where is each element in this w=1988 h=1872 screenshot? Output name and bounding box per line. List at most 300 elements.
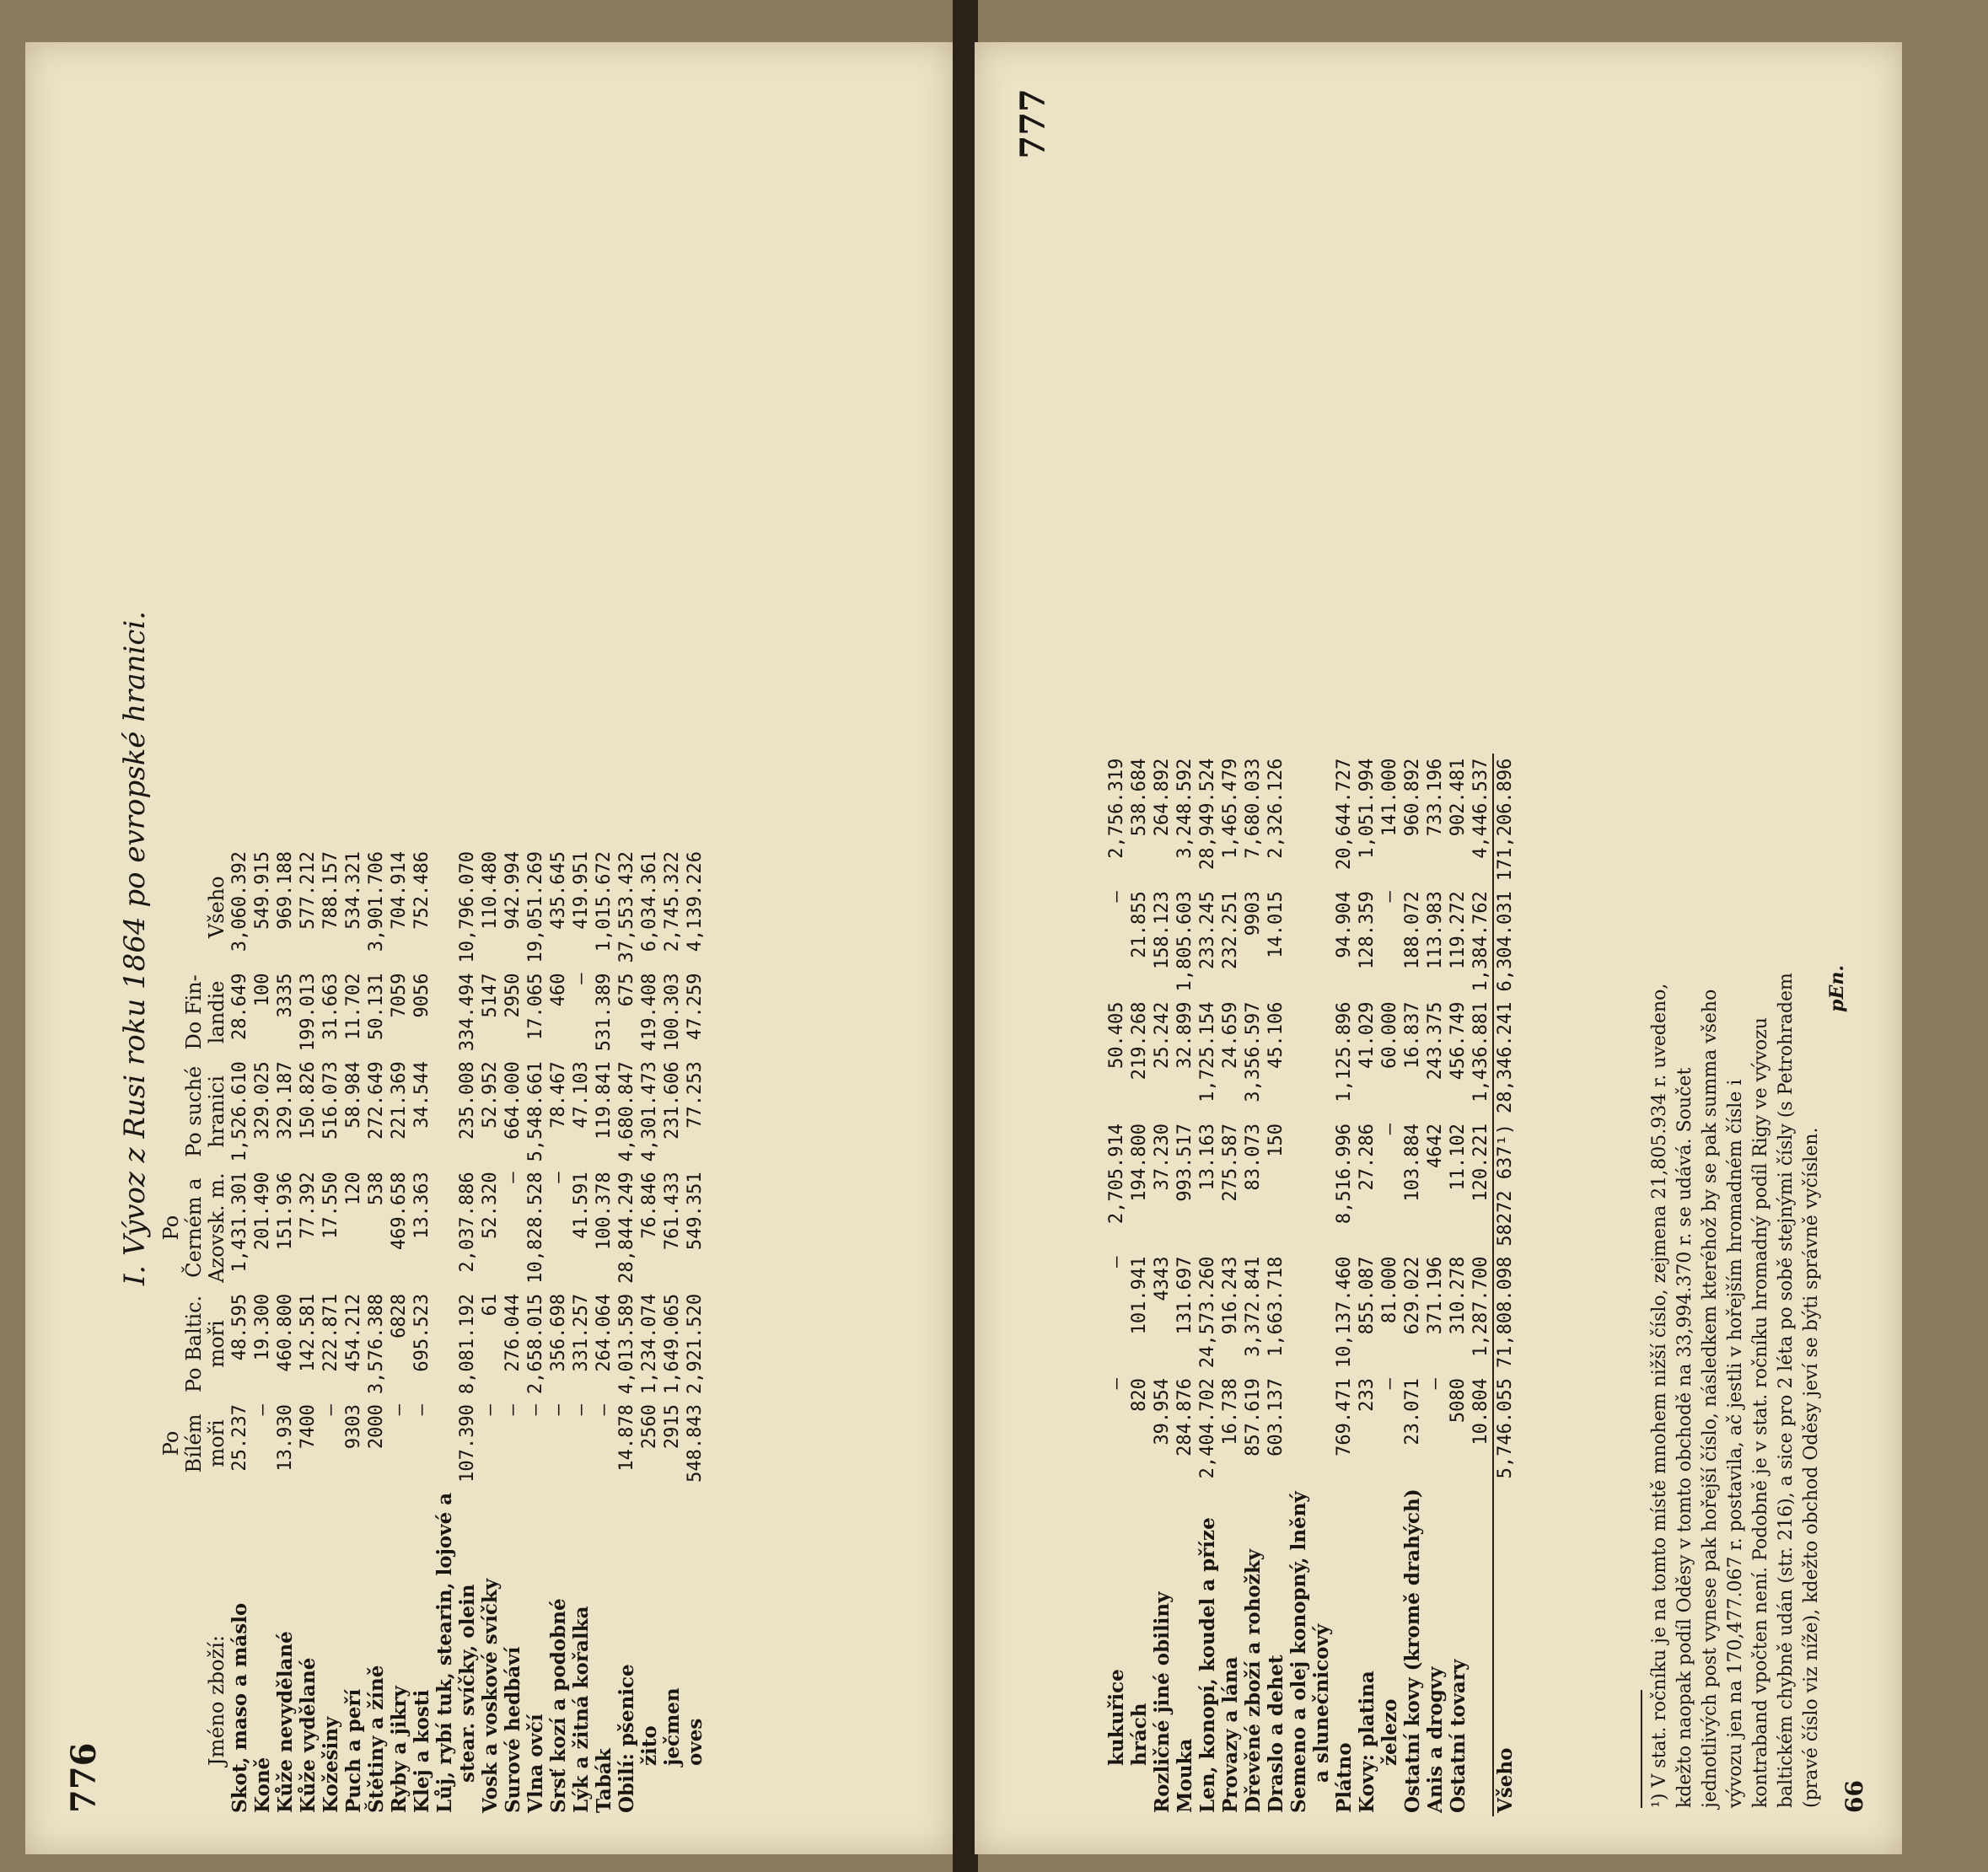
footnotes [1641,965,1850,1808]
cell-value: 1,234.074 [639,1293,660,1395]
cell-value: 19,051.269 [525,851,546,963]
cell-value: 855.087 [1357,1256,1378,1335]
table-row [1196,754,1219,1816]
cell-value: 1,431.301 [229,1172,250,1273]
row-label [1470,1483,1493,1816]
cell-value: 276.044 [502,1293,524,1372]
cell-value: 17.065 [525,973,546,1040]
cell-value: 9056 [411,973,433,1018]
cell-value: — [548,1404,569,1416]
cell-value: 549.915 [252,851,273,930]
cell-value: 199.013 [298,973,319,1052]
cell-value: 37.230 [1152,1123,1173,1191]
cell-value: — [1106,1378,1127,1390]
cell-value: 3335 [275,973,296,1018]
total-value: 5,746.055 [1493,1373,1517,1483]
cell-value: 2915 [662,1404,683,1450]
table-body [1105,754,1517,1816]
cell-value: 329.025 [252,1061,273,1140]
cell-value: 733.196 [1425,758,1446,837]
col-header-black-sea: Po Černém a Azovsk. m. [159,1172,228,1283]
cell-value: 2,658.015 [525,1293,546,1395]
row-label: Puch a peří [342,1688,365,1813]
table-row [1174,754,1196,1816]
cell-value: — [571,1404,592,1416]
cell-value: 3,901.706 [366,851,387,952]
cell-value: 39.954 [1152,1378,1173,1446]
cell-value: — [1379,1123,1400,1135]
row-label: Len, konopí, koudel a příze [1196,1517,1219,1813]
cell-value [1287,1252,1310,1373]
table-body [228,846,707,1816]
cell-value [1287,754,1310,887]
cell-value: 675 [616,973,637,1007]
cell-value: 1,649.065 [662,1293,683,1395]
left-page-content [59,80,919,1816]
cell-value: 1,465.479 [1220,758,1241,859]
table-row [661,846,684,1816]
cell-value: 100.303 [662,973,683,1052]
cell-value: 52.952 [480,1061,501,1129]
table-row [251,846,274,1816]
cell-value: 664.000 [502,1061,524,1140]
cell-value: 11.102 [1448,1123,1469,1191]
cell-value: 20,644.727 [1334,758,1355,871]
row-label: Štětiny a žíně [365,1665,388,1813]
page-number: 777 [1013,89,1053,159]
cell-value: 4,446.537 [1470,758,1491,859]
table-row [1265,754,1287,1816]
cell-value: 151.936 [275,1172,296,1251]
table-row [1470,754,1493,1816]
cell-value [1310,754,1333,887]
cell-value: 235.008 [457,1061,478,1140]
table-row [342,846,365,1816]
cell-value: 334.494 [457,973,478,1052]
cell-value: 7400 [298,1404,319,1450]
cell-value: 113.983 [1425,891,1446,969]
cell-value: 902.481 [1448,758,1469,837]
cell-value: 7,680.033 [1243,758,1264,859]
cell-value: 158.123 [1152,891,1173,969]
cell-value: 8,081.192 [457,1293,478,1395]
cell-value: 2,037.886 [457,1172,478,1273]
cell-value: 538 [366,1172,387,1206]
row-label: Provazy a lána [1219,1656,1242,1813]
cell-value: 531.389 [594,973,615,1052]
cell-value: 77.253 [685,1061,706,1129]
cell-value: 769.471 [1334,1378,1355,1456]
row-label: oves [684,1718,707,1766]
cell-value: 5,548.661 [525,1061,546,1162]
table-row [570,846,593,1816]
cell-value [1287,1373,1310,1483]
cell-value: 100.378 [594,1172,615,1251]
row-label: Semeno a olej konopný, lněný [1287,1491,1310,1813]
cell-value: — [594,1404,615,1416]
cell-value: 37,553.432 [616,851,637,963]
cell-value: 128.359 [1357,891,1378,969]
cell-value: 103.884 [1402,1123,1423,1202]
cell-value: 371.196 [1425,1256,1446,1335]
cell-value: 752.486 [411,851,433,930]
table-row [1310,754,1333,1816]
cell-value: 131.697 [1174,1256,1195,1335]
footnote-text: ¹) V stat. ročníku je na tomto místě mnohem nižší číslo, zejmena 21,805.934 r. uvedeno, kdežto naopak podíl Oděsy v tomto obchodě na 33,994.370 r. se udává. Součet jednotlivých post vynese pak hořejší číslo, následkem kteréhož by se pak summa všeho vývozu jen na 170,477.067 r. postavila, ač jestli v hořejším hromadném čísle i kontraband vpočten není. Podobně je v stat. ročníku hromadný podíl Rigy ve vývozu baltickém chybně udán (str. 216), a sice pro 2 léta po sobě stejnými čísly (s Petrohradem (pravé číslo viz níže), kdežto obchod Oděsy jeví se býti správně vyčíslen. [1649,973,1822,1808]
cell-value: 24,573.260 [1197,1256,1218,1369]
cell-value [433,1399,456,1488]
cell-value: 41.591 [571,1172,592,1239]
cell-value: 284.876 [1174,1378,1195,1456]
col-header-goods: Jméno zboží: [205,1635,228,1766]
cell-value: 10,796.070 [457,851,478,963]
cell-value: 4642 [1425,1123,1446,1168]
col-header-baltic: Po Baltic. moři [182,1295,228,1393]
cell-value: — [411,1404,433,1416]
export-table-right [1105,754,1517,1816]
cell-value: 1,725.154 [1197,1001,1218,1102]
cell-value: 1,051.994 [1357,758,1378,859]
cell-value: — [502,1404,524,1416]
row-label: kukuřice [1105,1669,1128,1766]
table-row [684,846,707,1816]
cell-value: 2,404.702 [1197,1378,1218,1479]
total-value: 71,808.098 [1493,1252,1517,1373]
cell-value: 1,287.700 [1470,1256,1491,1357]
row-label: hrách [1128,1703,1151,1766]
cell-value: 969.188 [275,851,296,930]
cell-value: — [480,1404,501,1416]
cell-value: 454.212 [343,1293,364,1372]
row-label: Tabák [593,1748,615,1813]
cell-value: 32.899 [1174,1001,1195,1069]
row-label: žito [638,1725,661,1766]
cell-value: 150 [1265,1123,1287,1157]
cell-value: 5147 [480,973,501,1018]
sheet-mark: 66 [1840,1780,1868,1813]
cell-value: 329.187 [275,1061,296,1140]
author-signature: pEn. [1826,965,1848,1012]
row-label: Draslo a dehet [1265,1655,1287,1813]
cell-value: 78.467 [548,1061,569,1129]
cell-value: 2,705.914 [1106,1123,1127,1225]
cell-value: 243.375 [1425,1001,1446,1081]
cell-value: 50.405 [1106,1001,1127,1069]
table-row [456,846,479,1816]
cell-value: 419.408 [639,973,660,1052]
cell-value: 548.843 [685,1404,706,1483]
cell-value: 119.841 [594,1061,615,1140]
cell-value: 7059 [389,973,410,1018]
cell-value: 10,828.528 [525,1172,546,1284]
cell-value: 13.930 [275,1404,296,1472]
cell-value: 119.272 [1448,891,1469,969]
cell-value: 120 [343,1172,364,1206]
right-page-content [1008,80,1868,1816]
cell-value: 101.941 [1129,1256,1150,1335]
row-label: Klej a kosti [411,1689,433,1813]
table-row [388,846,411,1816]
cell-value: 13.163 [1197,1123,1218,1191]
cell-value: 31.663 [320,973,341,1040]
cell-value: 150.826 [298,1061,319,1140]
col-header-land-border: Po suché hranici [182,1065,228,1157]
row-label: Kůže nevydělané [274,1631,297,1813]
cell-value: 538.684 [1129,758,1150,837]
cell-value: — [1379,1378,1400,1390]
cell-value: — [548,1172,569,1183]
table-header-row [160,846,228,1816]
cell-value: 28.649 [229,973,250,1040]
footnote-rule [1641,1690,1642,1808]
total-label: Všeho [1493,1483,1517,1816]
cell-value: 142.581 [298,1293,319,1372]
cell-value: 1,526.610 [229,1061,250,1162]
total-value: 58272 637¹) [1493,1118,1517,1252]
cell-value: 24.659 [1220,1001,1241,1069]
cell-value [1287,886,1310,996]
row-label: a slunečnicový [1310,1623,1333,1783]
cell-value: 232.251 [1220,891,1241,969]
table-row [228,846,251,1816]
cell-value: 13.363 [411,1172,433,1239]
table-row [638,846,661,1816]
cell-value: 4,013.589 [616,1293,637,1395]
cell-value: 27.286 [1357,1123,1378,1191]
row-label: Kovy: platina [1356,1671,1378,1813]
cell-value: 460.800 [275,1293,296,1372]
cell-value: 10.804 [1470,1378,1491,1446]
table-row [502,846,524,1816]
cell-value: 58.984 [343,1061,364,1129]
cell-value: 629.022 [1402,1256,1423,1335]
table-row [1151,754,1174,1816]
cell-value: 10,137.460 [1334,1256,1355,1369]
cell-value [1310,1373,1333,1483]
cell-value: — [1425,1378,1446,1390]
cell-value: 9303 [343,1404,364,1450]
cell-value: 549.351 [685,1172,706,1251]
cell-value: 516.073 [320,1061,341,1140]
table-row [1356,754,1378,1816]
cell-value: 1,384.762 [1470,891,1491,992]
cell-value: 3,372.841 [1243,1256,1264,1357]
cell-value: 916.243 [1220,1256,1241,1335]
row-label: Lůj, rybí tuk, stearin, lojové a [433,1492,456,1813]
cell-value: 6,034.361 [639,851,660,952]
cell-value [433,846,456,968]
export-table-left [160,846,707,1816]
cell-value: 4343 [1152,1256,1173,1301]
row-label: Lýk a žitná kořalka [570,1606,593,1813]
cell-value [1287,997,1310,1118]
total-value: 171,206.896 [1493,754,1517,887]
cell-value: 534.321 [343,851,364,930]
table-row [547,846,570,1816]
col-header-finland: Do Fin-landie [182,974,228,1050]
cell-value: 25.237 [229,1404,250,1472]
cell-value: 456.749 [1448,1001,1469,1081]
cell-value: 3,576.388 [366,1293,387,1395]
cell-value: 2,921.520 [685,1293,706,1395]
cell-value: 47.259 [685,973,706,1040]
table-row [1128,754,1151,1816]
row-label: Kožešiny [320,1716,342,1813]
cell-value: 6828 [389,1293,410,1338]
col-header-white-sea: Po Bílém moři [159,1413,228,1473]
cell-value: 1,015.672 [594,851,615,952]
cell-value: — [252,1404,273,1416]
table-row [1105,754,1128,1816]
cell-value [1287,1118,1310,1252]
table-row [297,846,320,1816]
cell-value: 77.392 [298,1172,319,1239]
cell-value: 1,663.718 [1265,1256,1287,1357]
cell-value: 272.649 [366,1061,387,1140]
cell-value: 11.702 [343,973,364,1040]
table-row [365,846,388,1816]
cell-value: 4,680.847 [616,1061,637,1162]
cell-value: 83.073 [1243,1123,1264,1191]
cell-value: — [571,973,592,984]
cell-value [1310,997,1333,1118]
cell-value: 48.595 [229,1293,250,1361]
cell-value: 45.106 [1265,1001,1287,1069]
row-label: Ostatní kovy (kromě drahých) [1401,1488,1424,1813]
cell-value: 2,756.319 [1106,758,1127,859]
cell-value: — [389,1404,410,1416]
table-title: I. Vývoz z Rusi roku 1864 po evropské hranici. [118,610,152,1286]
row-label: Mouka [1174,1738,1196,1813]
cell-value: 61 [480,1293,501,1317]
cell-value: 233 [1357,1378,1378,1412]
total-row [1493,754,1517,1816]
cell-value: 577.212 [298,851,319,930]
cell-value: 188.072 [1402,891,1423,969]
cell-value: 2,326.126 [1265,758,1287,859]
row-label: Koně [251,1757,274,1813]
cell-value: — [1106,1256,1127,1268]
cell-value: 1,436.881 [1470,1001,1491,1102]
row-label: Ryby a jikry [388,1686,411,1813]
cell-value: — [1106,891,1127,903]
cell-value: 222.871 [320,1293,341,1372]
cell-value: 469.658 [389,1172,410,1251]
page-number: 776 [64,1742,104,1813]
cell-value: 219.268 [1129,1001,1150,1081]
cell-value: — [502,1172,524,1183]
cell-value: 2560 [639,1404,660,1450]
cell-value: 41.029 [1357,1001,1378,1069]
cell-value: 8,516.996 [1334,1123,1355,1225]
cell-value: 17.550 [320,1172,341,1239]
table-row [1242,754,1265,1816]
row-label: Ostatní tovary [1447,1659,1470,1813]
cell-value: 2950 [502,973,524,1018]
cell-value: 233.245 [1197,891,1218,969]
table-row [524,846,547,1816]
cell-value [433,968,456,1056]
table-row [1401,754,1424,1816]
cell-value: 331.257 [571,1293,592,1372]
row-label: Rozličné jiné obiliny [1151,1591,1174,1813]
cell-value [433,1289,456,1399]
cell-value: 16.738 [1220,1378,1241,1446]
cell-value: 1,125.896 [1334,1001,1355,1102]
cell-value: — [320,1404,341,1416]
total-value: 28,346.241 [1493,997,1517,1118]
cell-value: 788.157 [320,851,341,930]
row-label: Dřevěné zboží a rohožky [1242,1548,1265,1813]
table-row [320,846,342,1816]
row-label: Vosk a voskové svíčky [479,1578,502,1813]
cell-value: 960.892 [1402,758,1423,837]
cell-value: 34.544 [411,1061,433,1129]
cell-value: 231.606 [662,1061,683,1140]
cell-value: 194.800 [1129,1123,1150,1202]
table-row [1333,754,1356,1816]
cell-value: 310.278 [1448,1256,1469,1335]
row-label: Anis a drogvy [1424,1666,1447,1813]
row-label: ječmen [661,1687,684,1766]
table-row [1424,754,1447,1816]
cell-value: 28,844.249 [616,1172,637,1284]
cell-value: 201.490 [252,1172,273,1251]
cell-value: 94.904 [1334,891,1355,958]
row-label: Kůže vydělané [297,1657,320,1813]
cell-value: 4,139.226 [685,851,706,952]
cell-value: 264.064 [594,1293,615,1372]
table-row [615,846,638,1816]
table-row [479,846,502,1816]
row-label: Vlna ovčí [524,1714,547,1813]
cell-value [433,1167,456,1288]
row-label: stear. svíčky, olein [456,1584,479,1783]
cell-value: 704.914 [389,851,410,930]
cell-value: 28,949.524 [1197,758,1218,871]
cell-value: 857.619 [1243,1378,1264,1456]
cell-value: 3,248.592 [1174,758,1195,859]
cell-value: 221.369 [389,1061,410,1140]
table-row [433,846,456,1816]
cell-value: 460 [548,973,569,1007]
cell-value: 695.523 [411,1293,433,1372]
cell-value: 52.320 [480,1172,501,1239]
cell-value: 1,805.603 [1174,891,1195,992]
cell-value: 4,301.473 [639,1061,660,1162]
cell-value: 603.137 [1265,1378,1287,1456]
cell-value: 76.846 [639,1172,660,1239]
cell-value [1310,1118,1333,1252]
row-label: Obilí: pšenice [615,1664,638,1813]
cell-value [1310,1252,1333,1373]
cell-value: 942.994 [502,851,524,930]
total-value: 6,304.031 [1493,886,1517,996]
cell-value: 107.390 [457,1404,478,1483]
cell-value: 9903 [1243,891,1264,936]
cell-value: 120.221 [1470,1123,1491,1202]
cell-value: 264.892 [1152,758,1173,837]
cell-value: 110.480 [480,851,501,930]
cell-value: 435.645 [548,851,569,930]
cell-value: 100 [252,973,273,1007]
cell-value: 3,060.392 [229,851,250,952]
cell-value: 3,356.597 [1243,1001,1264,1102]
cell-value: 23.071 [1402,1378,1423,1446]
cell-value: 2000 [366,1404,387,1450]
cell-value: 820 [1129,1378,1150,1412]
cell-value: 50.131 [366,973,387,1040]
